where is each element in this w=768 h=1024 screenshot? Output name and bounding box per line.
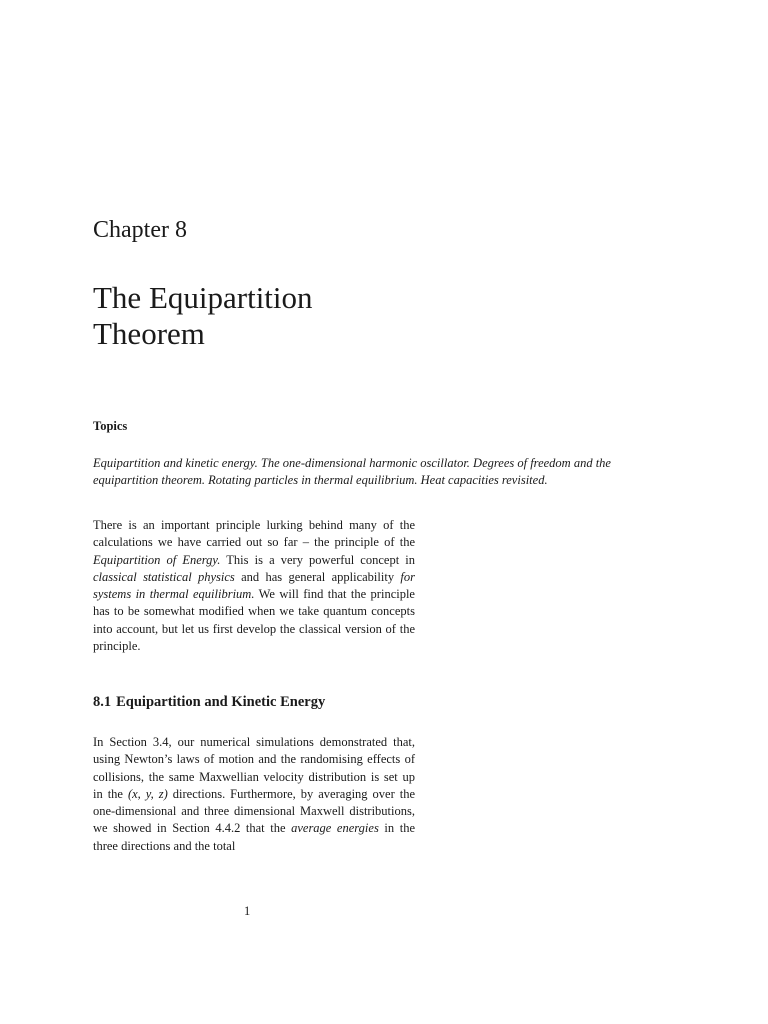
section-number: 8.1: [93, 694, 112, 710]
page-number: 1: [244, 904, 251, 918]
chapter-title-line-2: Theorem: [93, 316, 205, 351]
intro-text-1: There is an important principle lurking behind many of the calculations we have carried out so far – the principle of the: [93, 518, 415, 550]
intro-text-3: and has general applicability: [234, 569, 401, 584]
section-text-3: in the three directions and the total: [93, 821, 415, 853]
section-title: Equipartition and Kinetic Energy: [116, 694, 326, 710]
topics-heading: Topics: [93, 419, 128, 433]
intro-emphasis-3: for systems in thermal equilibrium.: [93, 569, 415, 602]
section-heading: [93, 694, 325, 711]
section-paragraph: [93, 734, 415, 855]
intro-text-2: This is a very powerful concept in: [220, 552, 415, 567]
intro-paragraph: [93, 517, 415, 655]
intro-emphasis-2: classical statistical physics: [93, 569, 235, 584]
intro-emphasis-1: Equipartition of Energy.: [93, 552, 221, 567]
topics-text: Equipartition and kinetic energy. The one-dimensional harmonic oscillator. Degrees of freedom and the equipartition theorem. Rotating particles in thermal equilibrium. Heat capacities revisited.: [93, 456, 611, 487]
chapter-title-line-1: The Equipartition: [93, 280, 313, 315]
section-text-1: In Section 3.4, our numerical simulations demonstrated that, using Newton’s laws of motion and the randomising effects of collisions, the same Maxwellian velocity distribution is set up in the: [93, 735, 415, 801]
chapter-label: Chapter 8: [93, 217, 187, 243]
chapter-title: [93, 280, 513, 352]
intro-text-4: We will find that the principle has to be somewhat modified when we take quantum concepts into account, but let us first develop the classical version of the principle.: [93, 587, 415, 654]
section-math: (x, y, z): [127, 786, 168, 801]
section-text-2: directions. Furthermore, by averaging over the one-dimensional and three dimensional Maxwell distributions, we showed in Section 4.4.2 that the: [93, 786, 415, 836]
section-emphasis: average energies: [291, 821, 379, 836]
